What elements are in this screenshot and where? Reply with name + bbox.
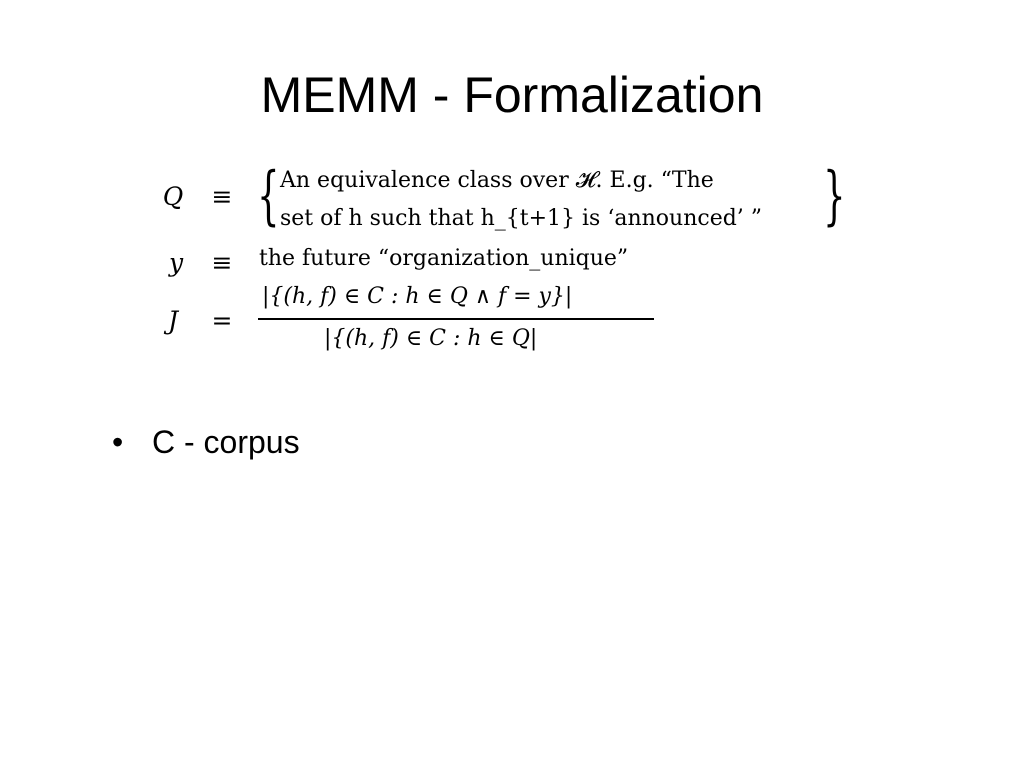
q-equiv-operator: ≡ xyxy=(211,182,233,211)
j-denominator: |{(h, f) ∈ C : h ∈ Q| xyxy=(324,326,538,351)
y-definition: the future “organization_unique” xyxy=(259,246,629,271)
formula-block xyxy=(0,160,1024,370)
bullet-text: C - corpus xyxy=(152,424,300,460)
j-equals-operator: = xyxy=(211,306,233,335)
j-numerator: |{(h, f) ∈ C : h ∈ Q ∧ f = y}| xyxy=(262,284,573,309)
fraction-bar xyxy=(258,318,654,320)
y-equiv-operator: ≡ xyxy=(211,248,233,277)
q-definition-line1: An equivalence class over 𝓗. E.g. “The xyxy=(280,168,714,193)
bullet-list xyxy=(112,420,992,464)
bullet-item xyxy=(112,420,992,464)
bullet-marker: • xyxy=(112,424,124,460)
y-variable: y xyxy=(168,248,184,277)
right-brace: } xyxy=(823,159,846,233)
j-variable: J xyxy=(167,306,179,335)
slide-title: MEMM - Formalization xyxy=(260,67,764,123)
q-definition-line2: set of h such that h_{t+1} is ‘announced’ ” xyxy=(280,206,763,231)
q-variable: Q xyxy=(162,182,184,211)
left-brace: { xyxy=(257,159,280,233)
